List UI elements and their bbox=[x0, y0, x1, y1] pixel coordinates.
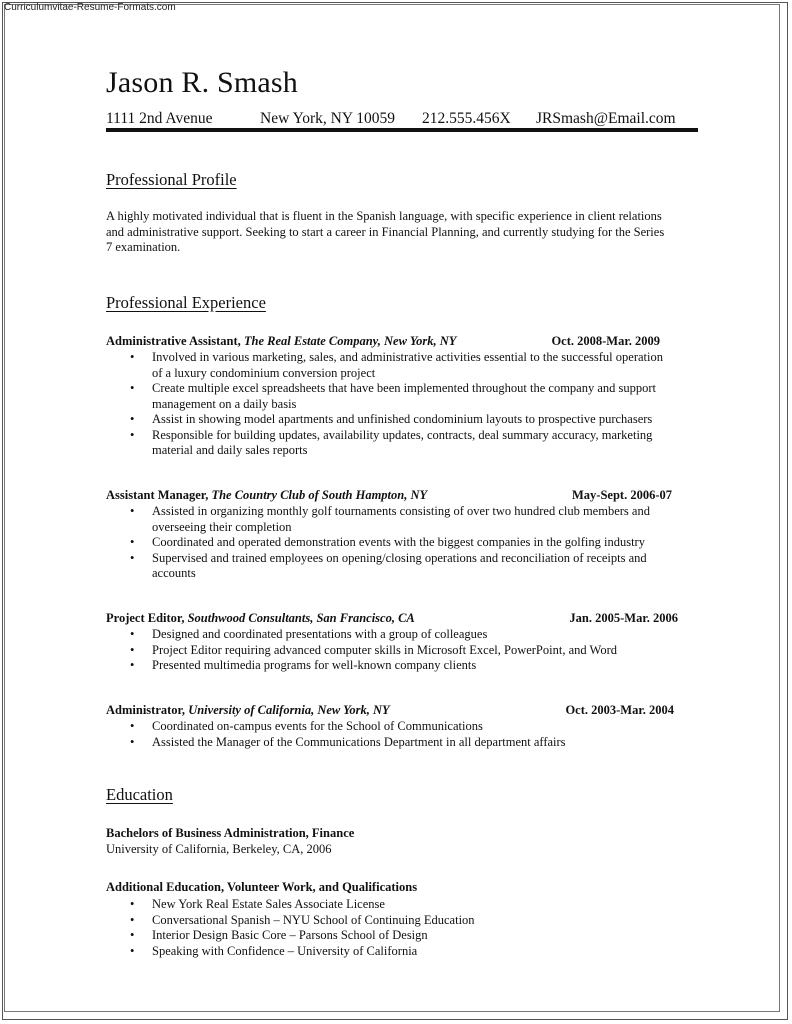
job-organization: The Country Club of South Hampton, NY bbox=[211, 488, 428, 502]
list-item: • Assisted in organizing monthly golf tournaments consisting of over two hundred club members and overseeing their completion bbox=[152, 504, 672, 535]
list-item: • Presented multimedia programs for well-known company clients bbox=[152, 658, 672, 674]
job-date: Jan. 2005-Mar. 2006 bbox=[569, 611, 678, 625]
job-organization: The Real Estate Company, New York, NY bbox=[243, 334, 457, 348]
header-rule bbox=[106, 128, 698, 132]
candidate-name: Jason R. Smash bbox=[106, 66, 298, 99]
list-item: • Coordinated on-campus events for the School of Communications bbox=[152, 719, 672, 735]
list-item: • Supervised and trained employees on opening/closing operations and reconciliation of receipts and accounts bbox=[152, 551, 672, 582]
list-item: • Assisted the Manager of the Communications Department in all department affairs bbox=[152, 735, 672, 751]
job-date: May-Sept. 2006-07 bbox=[572, 488, 672, 502]
job-role: Project Editor, bbox=[106, 611, 188, 625]
additional-title: Additional Education, Volunteer Work, and Qualifications bbox=[106, 880, 418, 894]
job-role: Administrator, bbox=[106, 703, 189, 717]
job-organization: Southwood Consultants, San Francisco, CA bbox=[187, 611, 415, 625]
list-item: • Interior Design Basic Core – Parsons School of Design bbox=[152, 928, 672, 944]
job-bullets bbox=[106, 504, 672, 582]
list-item: • Assist in showing model apartments and unfinished condominium layouts to prospective purchasers bbox=[152, 412, 672, 428]
profile-text: A highly motivated individual that is fluent in the Spanish language, with specific experience in client relations and administrative support. Seeking to start a career in Financial Planning, and currently studying for the Series 7 examination. bbox=[106, 209, 665, 254]
list-item: • Responsible for building updates, availability updates, contracts, deal summary accuracy, marketing material and daily sales reports bbox=[152, 428, 672, 459]
additional-bullets bbox=[106, 897, 672, 959]
list-item: • Conversational Spanish – NYU School of Continuing Education bbox=[152, 913, 672, 929]
job-organization: University of California, New York, NY bbox=[188, 703, 390, 717]
job-heading bbox=[106, 611, 678, 626]
job-date: Oct. 2003-Mar. 2004 bbox=[565, 703, 674, 717]
list-item: • Involved in various marketing, sales, and administrative activities essential to the successful operation of a luxury condominium conversion project bbox=[152, 350, 672, 381]
school: University of California, Berkeley, CA, 2006 bbox=[106, 842, 332, 856]
list-item: • New York Real Estate Sales Associate License bbox=[152, 897, 672, 913]
contact-phone: 212.555.456X bbox=[422, 110, 511, 127]
list-item: • Designed and coordinated presentations with a group of colleagues bbox=[152, 627, 672, 643]
job-bullets bbox=[106, 350, 672, 459]
section-title-education: Education bbox=[106, 785, 173, 804]
contact-city: New York, NY 10059 bbox=[260, 110, 396, 127]
job-bullets bbox=[106, 719, 672, 750]
watermark: Curriculumvitae-Resume-Formats.com bbox=[4, 2, 176, 13]
job-role: Administrative Assistant, bbox=[106, 334, 244, 348]
job-heading bbox=[106, 334, 678, 349]
list-item: • Coordinated and operated demonstration events with the biggest companies in the golfing industry bbox=[152, 535, 672, 551]
list-item: • Create multiple excel spreadsheets that have been implemented throughout the company and support management on a daily basis bbox=[152, 381, 672, 412]
section-title-experience: Professional Experience bbox=[106, 293, 266, 312]
contact-email: JRSmash@Email.com bbox=[536, 110, 676, 127]
job-date: Oct. 2008-Mar. 2009 bbox=[551, 334, 660, 348]
job-bullets bbox=[106, 627, 672, 674]
contact-address: 1111 2nd Avenue bbox=[106, 110, 213, 127]
degree: Bachelors of Business Administration, Finance bbox=[106, 826, 355, 840]
job-heading bbox=[106, 703, 678, 718]
list-item: • Speaking with Confidence – University of California bbox=[152, 944, 672, 960]
list-item: • Project Editor requiring advanced computer skills in Microsoft Excel, PowerPoint, and Word bbox=[152, 643, 672, 659]
section-title-profile: Professional Profile bbox=[106, 170, 237, 189]
job-heading bbox=[106, 488, 678, 503]
job-role: Assistant Manager, bbox=[106, 488, 212, 502]
